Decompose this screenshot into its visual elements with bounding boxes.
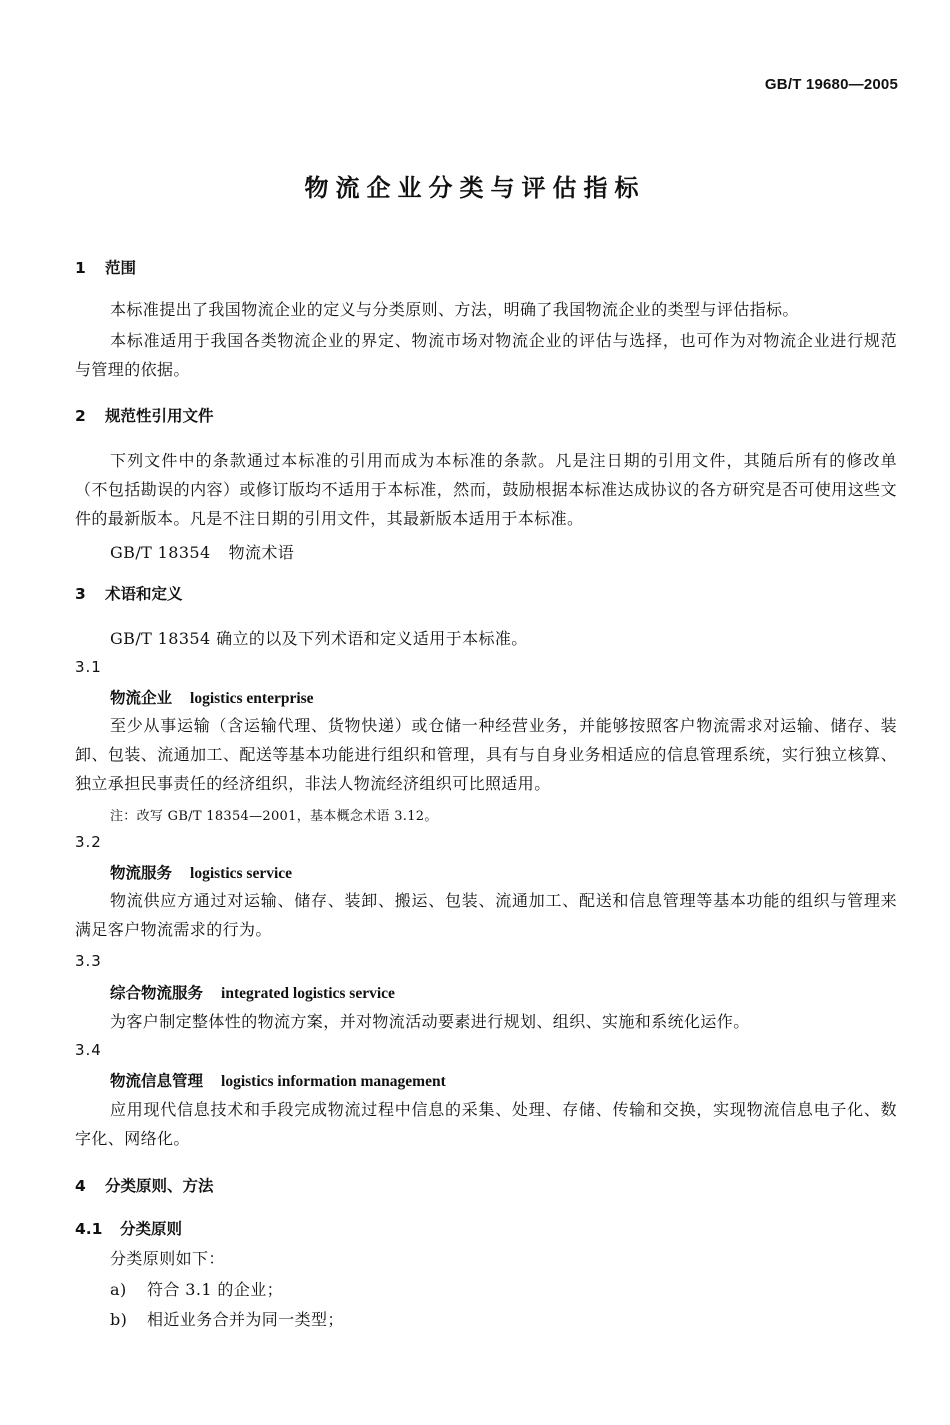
- term-en: logistics information management: [221, 1073, 446, 1090]
- term-cn: 物流企业: [110, 688, 173, 707]
- section-number: 4: [75, 1177, 86, 1195]
- subsection-4-1-heading: [75, 1217, 182, 1239]
- section-title: 分类原则、方法: [105, 1177, 214, 1195]
- standard-code: GB/T 19680—2005: [764, 76, 898, 93]
- term-definition: 应用现代信息技术和手段完成物流过程中信息的采集、处理、存储、传输和交换，实现物流信息电子化、数字化、网络化。: [75, 1100, 897, 1148]
- term-number: 3.1: [75, 658, 102, 676]
- document-title: 物流企业分类与评估指标: [304, 174, 646, 202]
- term-cn: 综合物流服务: [110, 983, 204, 1002]
- subsection-number: 4.1: [75, 1220, 103, 1238]
- term-number: 3.2: [75, 833, 102, 851]
- section-2-paragraph: 下列文件中的条款通过本标准的引用而成为本标准的条款。凡是注日期的引用文件，其随后所有的修改单（不包括勘误的内容）或修订版均不适用于本标准，然而，鼓励根据本标准达成协议的各方研究是否可使用这些文件的最新版本。凡是不注日期的引用文件，其最新版本适用于本标准。: [75, 451, 897, 528]
- term-en: integrated logistics service: [221, 985, 395, 1002]
- section-3-intro: GB/T 18354 确立的以及下列术语和定义适用于本标准。: [110, 629, 528, 648]
- subsection-intro: 分类原则如下：: [110, 1249, 225, 1268]
- section-1-paragraph-2: 本标准适用于我国各类物流企业的界定、物流市场对物流企业的评估与选择，也可作为对物流企业进行规范与管理的依据。: [75, 331, 897, 379]
- section-1-heading: [75, 256, 136, 278]
- list-item-label: a): [110, 1280, 127, 1299]
- term-definition: 物流供应方通过对运输、储存、装卸、搬运、包装、流通加工、配送和信息管理等基本功能的组织与管理来满足客户物流需求的行为。: [75, 891, 897, 939]
- term-en: logistics enterprise: [190, 690, 314, 707]
- section-2-heading: [75, 404, 214, 426]
- section-4-heading: [75, 1174, 214, 1196]
- section-3-heading: [75, 582, 183, 604]
- normative-reference: [110, 540, 294, 563]
- section-number: 3: [75, 585, 86, 603]
- term-cn: 物流服务: [110, 863, 173, 882]
- term-heading: [110, 1069, 446, 1091]
- reference-code: GB/T 18354: [110, 543, 211, 562]
- section-number: 1: [75, 259, 86, 277]
- section-title: 规范性引用文件: [105, 407, 214, 425]
- section-title: 范围: [105, 259, 137, 277]
- reference-name: 物流术语: [228, 543, 295, 562]
- list-item: [110, 1307, 344, 1330]
- term-number: 3.4: [75, 1041, 102, 1059]
- list-item-text: 相近业务合并为同一类型；: [147, 1310, 344, 1329]
- section-title: 术语和定义: [105, 585, 183, 603]
- subsection-title: 分类原则: [120, 1220, 183, 1238]
- term-definition: 至少从事运输（含运输代理、货物快递）或仓储一种经营业务，并能够按照客户物流需求对运输、储存、装卸、包装、流通加工、配送等基本功能进行组织和管理，具有与自身业务相适应的信息管理系统，实行独立核算、独立承担民事责任的经济组织，非法人物流经济组织可比照适用。: [75, 716, 897, 793]
- list-item: [110, 1277, 283, 1300]
- term-cn: 物流信息管理: [110, 1071, 204, 1090]
- term-heading: [110, 861, 292, 883]
- term-number: 3.3: [75, 952, 102, 970]
- term-en: logistics service: [190, 865, 293, 882]
- list-item-label: b): [110, 1310, 128, 1329]
- section-number: 2: [75, 407, 86, 425]
- term-definition: 为客户制定整体性的物流方案，并对物流活动要素进行规划、组织、实施和系统化运作。: [110, 1012, 750, 1031]
- term-heading: [110, 981, 395, 1003]
- term-heading: [110, 686, 314, 708]
- term-note: 注：改写 GB/T 18354—2001，基本概念术语 3.12。: [110, 809, 438, 824]
- list-item-text: 符合 3.1 的企业；: [147, 1280, 284, 1299]
- section-1-paragraph-1: 本标准提出了我国物流企业的定义与分类原则、方法，明确了我国物流企业的类型与评估指标。: [110, 300, 799, 319]
